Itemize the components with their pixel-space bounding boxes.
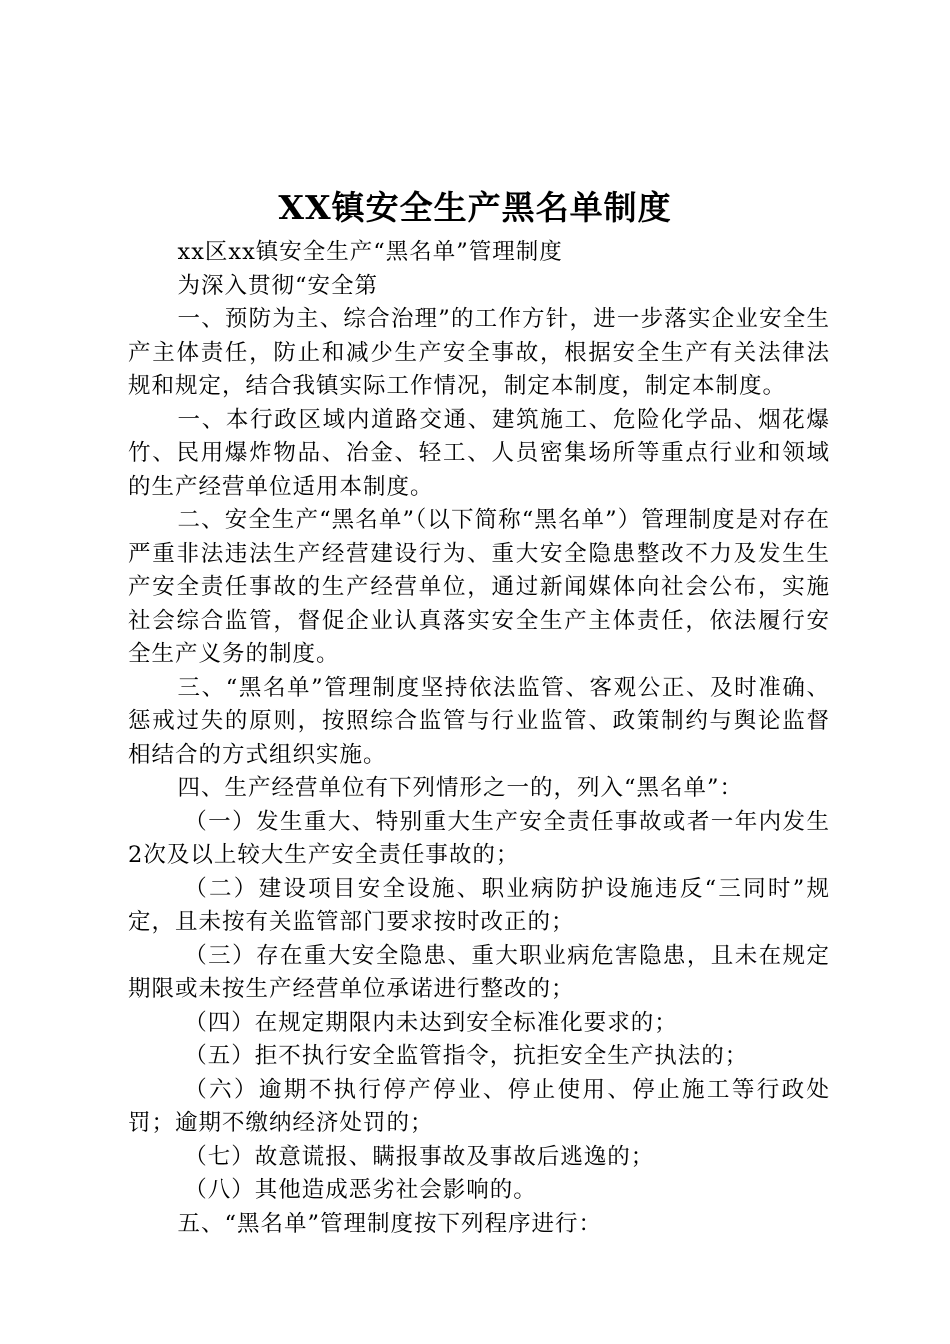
paragraph-article-1: 一、本行政区域内道路交通、建筑施工、危险化学品、烟花爆竹、民用爆炸物品、冶金、轻工、人员密集场所等重点行业和领域的生产经营单位适用本制度。: [128, 406, 830, 500]
list-item-3: （三）存在重大安全隐患、重大职业病危害隐患，且未在规定期限或未按生产经营单位承诺进行整改的；: [128, 942, 830, 1002]
list-item-7: （七）故意谎报、瞒报事故及事故后逃逸的；: [184, 1143, 655, 1170]
list-item-5: （五）拒不执行安全监管指令，抗拒安全生产执法的；: [184, 1043, 749, 1069]
paragraph-intro: 为深入贯彻“安全第: [177, 272, 379, 299]
paragraph-article-3: 三、“黑名单”管理制度坚持依法监管、客观公正、及时准确、惩戒过失的原则，按照综合监管与行业监管、政策制约与舆论监督相结合的方式组织实施。: [128, 674, 830, 768]
paragraph-article-4: 四、生产经营单位有下列情形之一的，列入“黑名单”：: [177, 775, 744, 801]
paragraph-purpose: 一、预防为主、综合治理”的工作方针，进一步落实企业安全生产主体责任，防止和减少生产安全事故，根据安全生产有关法律法规和规定，结合我镇实际工作情况，制定本制度，制定本制度。: [128, 306, 830, 399]
list-item-1: （一）发生重大、特别重大生产安全责任事故或者一年内发生2次及以上较大生产安全责任事故的；: [128, 808, 830, 868]
paragraph-article-2: 二、安全生产“黑名单”（以下简称“黑名单”）管理制度是对存在严重非法违法生产经营建设行为、重大安全隐患整改不力及发生生产安全责任事故的生产经营单位，通过新闻媒体向社会公布，实施社会综合监管，督促企业认真落实安全生产主体责任，依法履行安全生产义务的制度。: [128, 507, 830, 667]
paragraph-subtitle: xx区xx镇安全生产“黑名单”管理制度: [177, 239, 563, 265]
document-body: [128, 236, 830, 1241]
list-item-2: （二）建设项目安全设施、职业病防护设施违反“三同时”规定，且未按有关监管部门要求按时改正的；: [128, 875, 830, 935]
paragraph-article-5: 五、“黑名单”管理制度按下列程序进行：: [177, 1210, 603, 1237]
list-item-4: （四）在规定期限内未达到安全标准化要求的；: [184, 1009, 678, 1036]
document-title: XX镇安全生产黑名单制度: [278, 188, 672, 227]
list-item-8: （八）其他造成恶劣社会影响的。: [184, 1177, 537, 1203]
list-item-6: （六）逾期不执行停产停业、停止使用、停止施工等行政处罚；逾期不缴纳经济处罚的；: [128, 1076, 830, 1136]
